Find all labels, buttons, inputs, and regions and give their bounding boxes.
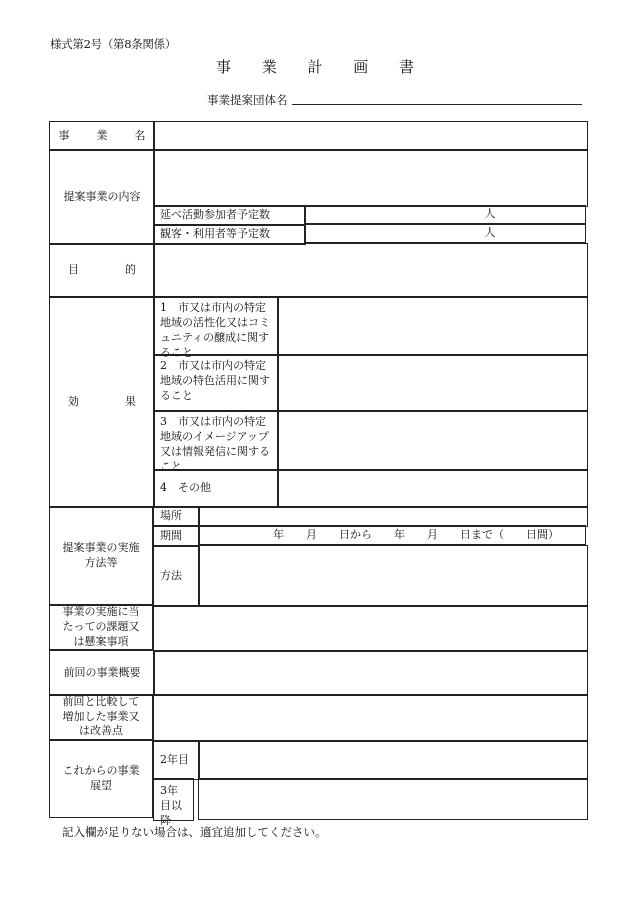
label-hikaku: 前回と比較して増加した事業又は改善点 bbox=[49, 694, 153, 740]
field-zenkai[interactable] bbox=[153, 650, 588, 696]
label-year3: 3年目以降 bbox=[153, 778, 194, 821]
org-label: 事業提案団体名 bbox=[207, 93, 288, 107]
field-kadai[interactable] bbox=[153, 605, 588, 652]
label-jigyomei: 事 業 名 bbox=[49, 121, 155, 151]
label-year2: 2年目 bbox=[153, 740, 200, 780]
field-koka-3[interactable] bbox=[277, 410, 588, 471]
unit-participants: 人 bbox=[484, 207, 496, 221]
footer-note: 記入欄が足りない場合は、適宜追加してください。 bbox=[62, 825, 327, 839]
field-year2[interactable] bbox=[198, 740, 588, 780]
field-participants[interactable] bbox=[304, 205, 586, 224]
field-koka-4[interactable] bbox=[277, 469, 588, 508]
label-mokuteki: 目 的 bbox=[49, 243, 155, 298]
field-visitors[interactable] bbox=[304, 224, 586, 243]
field-basho[interactable] bbox=[198, 506, 588, 527]
field-koka-1[interactable] bbox=[277, 296, 588, 356]
label-tenbo: これからの事業展望 bbox=[49, 740, 153, 818]
label-kadai: 事業の実施に当たっての課題又は懸案事項 bbox=[49, 605, 153, 650]
koka-item-1: 1 市又は市内の特定地域の活性化又はコミュニティの醸成に関すること bbox=[153, 296, 279, 356]
label-hoho: 方法 bbox=[153, 545, 200, 607]
label-jisshi: 提案事業の実施方法等 bbox=[49, 506, 153, 605]
field-naiyo[interactable] bbox=[153, 149, 588, 207]
page-title: 事 業 計 画 書 bbox=[215, 58, 428, 76]
field-hikaku[interactable] bbox=[153, 694, 588, 742]
label-basho: 場所 bbox=[153, 506, 200, 527]
unit-visitors: 人 bbox=[484, 226, 496, 240]
field-hoho[interactable] bbox=[198, 545, 588, 607]
label-participants: 延べ活動参加者予定数 bbox=[153, 205, 306, 226]
label-zenkai: 前回の事業概要 bbox=[49, 650, 155, 696]
form-number: 様式第2号（第8条関係） bbox=[50, 37, 177, 51]
label-naiyo: 提案事業の内容 bbox=[49, 149, 155, 245]
org-name-input-line[interactable] bbox=[292, 104, 582, 105]
field-koka-2[interactable] bbox=[277, 354, 588, 412]
koka-item-2: 2 市又は市内の特定地域の特色活用に関すること bbox=[153, 354, 279, 412]
field-kikan[interactable]: 年 月 日から 年 月 日まで（ 日間） bbox=[198, 525, 586, 545]
field-jigyomei[interactable] bbox=[153, 121, 588, 151]
koka-item-3: 3 市又は市内の特定地域のイメージアップ又は情報発信に関すること bbox=[153, 410, 279, 471]
label-kikan: 期間 bbox=[153, 525, 200, 547]
label-koka: 効 果 bbox=[49, 296, 155, 508]
label-visitors: 観客・利用者等予定数 bbox=[153, 224, 306, 245]
koka-item-4: 4 その他 bbox=[153, 469, 279, 508]
field-mokuteki[interactable] bbox=[153, 243, 588, 298]
field-year3[interactable] bbox=[198, 778, 588, 820]
